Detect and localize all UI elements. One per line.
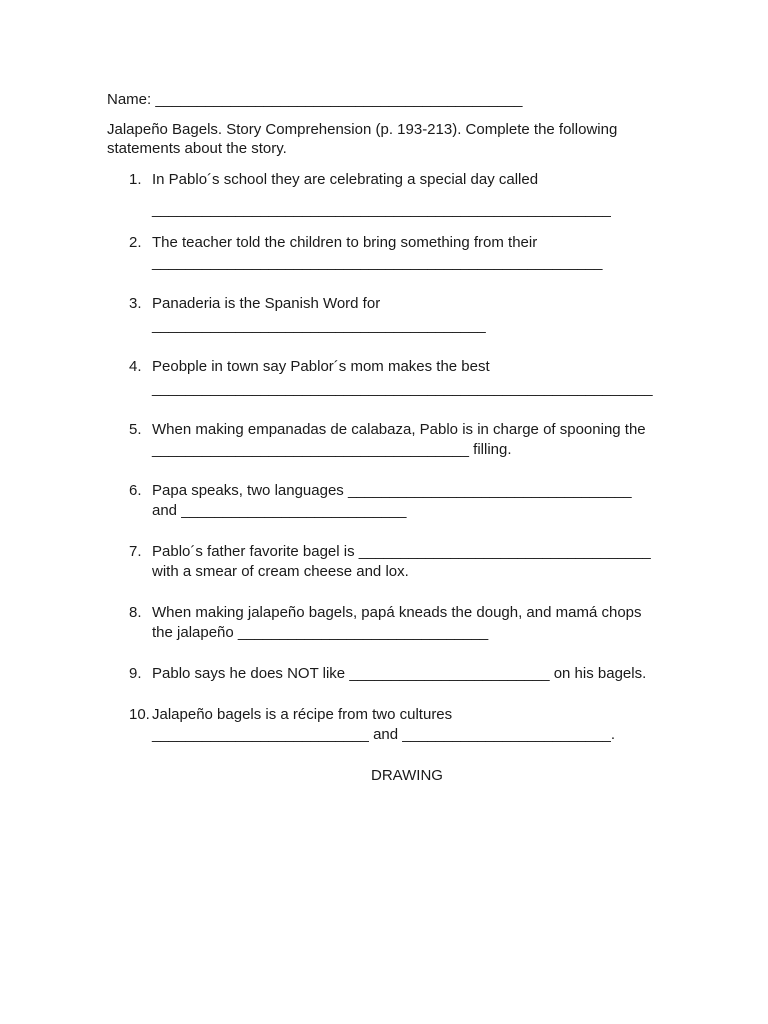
question-text: In Pablo´s school they are celebrating a special day called <box>152 171 539 188</box>
question-text: When making jalapeño bagels, papá kneads the dough, and mamá chops <box>152 604 642 621</box>
question-number: 4. <box>129 358 142 375</box>
answer-blank-line: and ___________________________ <box>152 502 407 519</box>
question-number: 6. <box>129 482 142 499</box>
question-text: The teacher told the children to bring something from their <box>152 234 538 251</box>
question-number: 3. <box>129 295 142 312</box>
name-field-line: Name: ____________________________________________ <box>107 91 523 108</box>
question-item <box>107 420 667 460</box>
question-number: 8. <box>129 604 142 621</box>
question-text: Panaderia is the Spanish Word for <box>152 295 381 312</box>
answer-blank-line: ______________________________________________________ <box>152 254 603 271</box>
question-text: Pablo´s father favorite bagel is ___________________________________ <box>152 543 651 560</box>
answer-blank-line: ____________________________________________________________ <box>152 380 653 397</box>
question-text: Papa speaks, two languages __________________________________ <box>152 482 632 499</box>
question-text-continued: with a smear of cream cheese and lox. <box>152 563 409 580</box>
answer-blank-line: ________________________________________ <box>152 317 486 334</box>
answer-blank-line: the jalapeño ______________________________ <box>152 624 489 641</box>
question-item <box>107 664 667 684</box>
question-text: Jalapeño bagels is a récipe from two cultures <box>152 706 453 723</box>
question-item <box>107 481 667 521</box>
worksheet-page <box>107 90 667 786</box>
question-item <box>107 357 667 399</box>
question-number: 2. <box>129 234 142 251</box>
question-item <box>107 603 667 643</box>
question-number: 7. <box>129 543 142 560</box>
question-text: Peobple in town say Pablor´s mom makes the best <box>152 358 490 375</box>
question-list <box>107 170 667 745</box>
worksheet-instructions: Jalapeño Bagels. Story Comprehension (p. 193-213). Complete the following statements about the story. <box>107 121 618 157</box>
question-number: 9. <box>129 665 142 682</box>
question-item <box>107 542 667 582</box>
question-number: 5. <box>129 421 142 438</box>
question-number: 1. <box>129 171 142 188</box>
question-text: When making empanadas de calabaza, Pablo is in charge of spooning the <box>152 421 646 438</box>
question-item <box>107 170 667 220</box>
answer-blank-line: ______________________________________ filling. <box>152 441 512 458</box>
question-item <box>107 294 667 336</box>
question-item <box>107 233 667 273</box>
drawing-heading: DRAWING <box>371 767 443 784</box>
answer-blank-line: __________________________ and _________________________. <box>152 726 615 743</box>
question-number: 10. <box>129 706 150 723</box>
answer-blank-line: _______________________________________________________ <box>152 201 611 218</box>
question-item <box>107 705 667 745</box>
question-text: Pablo says he does NOT like ________________________ on his bagels. <box>152 665 647 682</box>
